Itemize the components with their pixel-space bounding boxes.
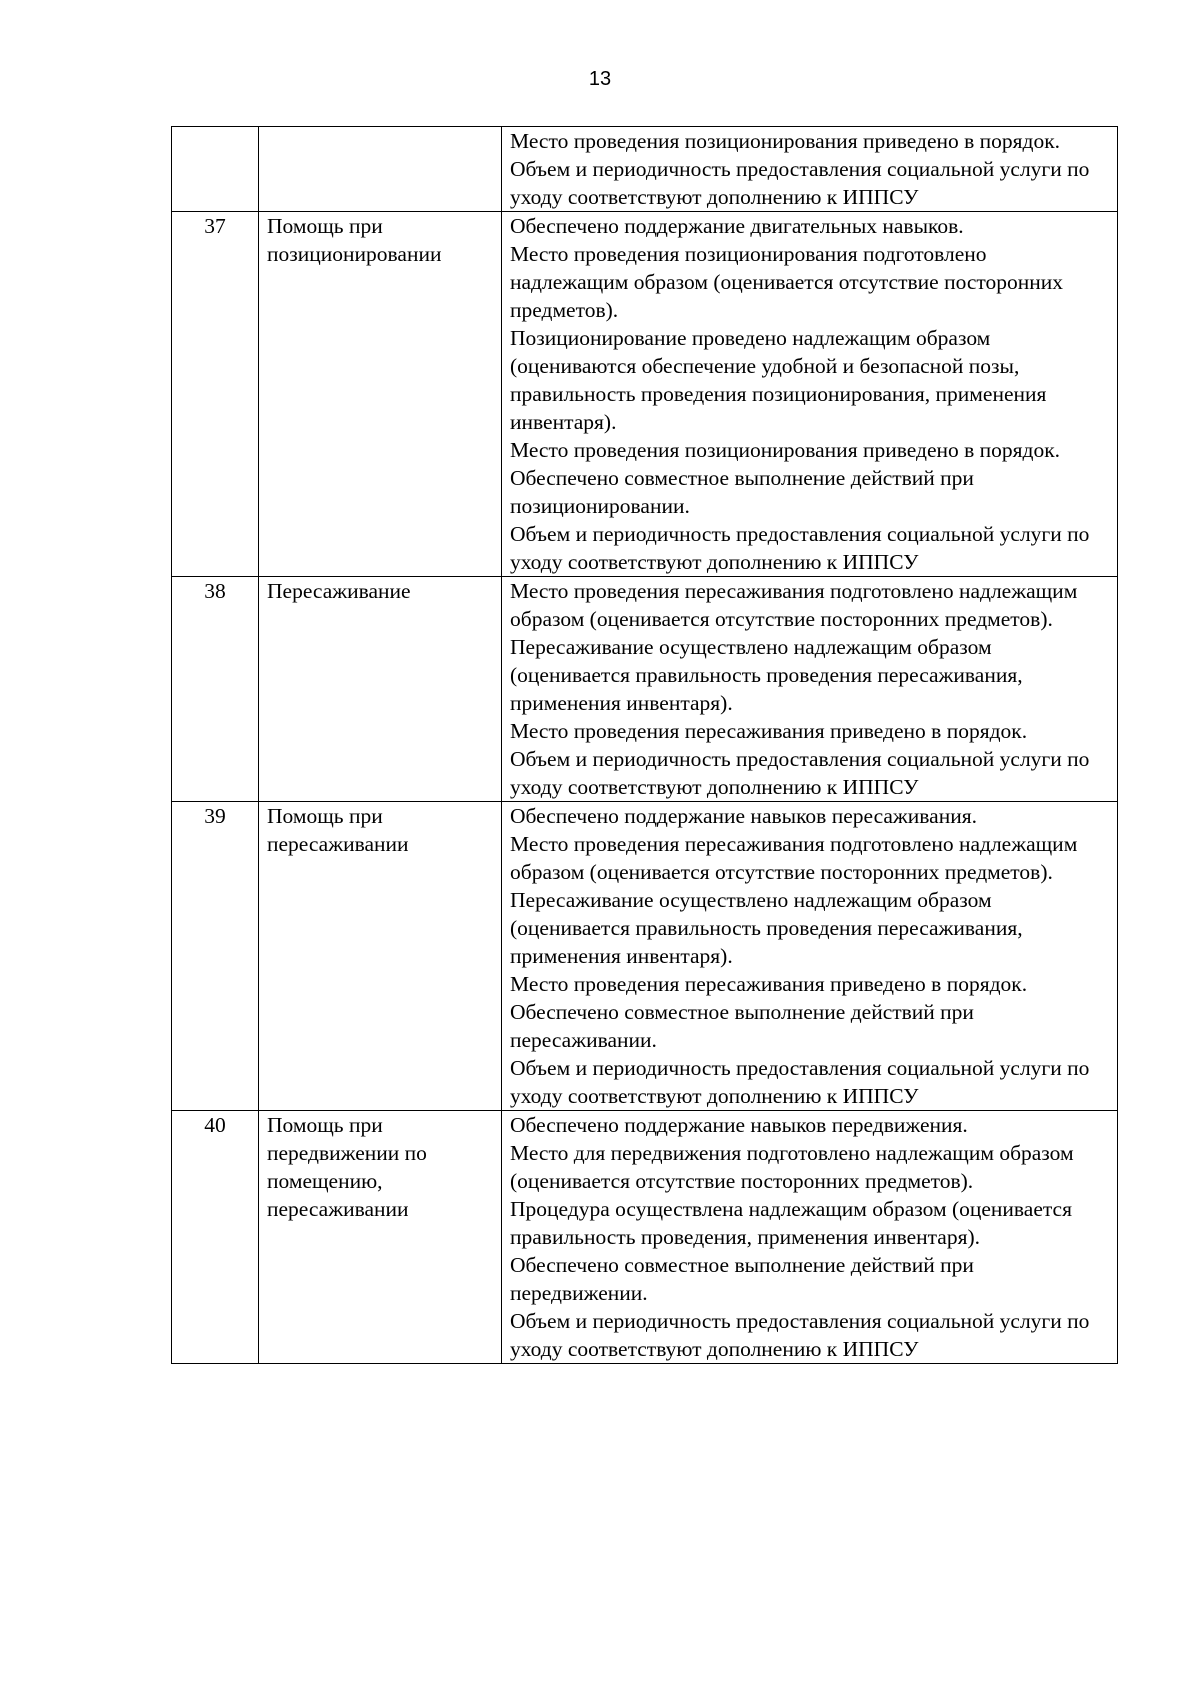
criterion-line: Место проведения пересаживания приведено в порядок. [510, 719, 1028, 743]
criterion-line: Обеспечено поддержание навыков передвижения. [510, 1113, 968, 1137]
criterion-line: Объем и периодичность предоставления социальной услуги по уходу соответствуют дополнению к ИППСУ [510, 1056, 1090, 1108]
criterion-line: Объем и периодичность предоставления социальной услуги по уходу соответствуют дополнению к ИППСУ [510, 522, 1090, 574]
criterion-line: Место проведения пересаживания подготовлено надлежащим образом (оценивается отсутствие посторонних предметов). [510, 579, 1078, 631]
criterion-line: Обеспечено совместное выполнение действий при позиционировании. [510, 466, 974, 518]
service-name [259, 127, 502, 212]
row-number: 38 [172, 577, 259, 802]
row-number: 39 [172, 802, 259, 1111]
criterion-line: Процедура осуществлена надлежащим образом (оценивается правильность проведения, применения инвентаря). [510, 1197, 1072, 1249]
table-row [172, 1111, 1118, 1364]
criterion-line: Пересаживание осуществлено надлежащим образом (оценивается правильность проведения пересаживания, применения инвентаря). [510, 635, 1023, 715]
criterion-line: Позиционирование проведено надлежащим образом (оцениваются обеспечение удобной и безопасной позы, правильность проведения позиционирования, применения инвентаря). [510, 326, 1047, 434]
criterion-line: Место проведения пересаживания приведено в порядок. [510, 972, 1028, 996]
service-name: Помощь при позиционировании [259, 212, 502, 577]
criterion-line: Обеспечено совместное выполнение действий при передвижении. [510, 1253, 974, 1305]
row-number: 37 [172, 212, 259, 577]
criterion-line: Место проведения позиционирования приведено в порядок. [510, 438, 1061, 462]
quality-criteria [502, 1111, 1118, 1364]
table-row [172, 577, 1118, 802]
criteria-table [171, 126, 1118, 1364]
table-row [172, 212, 1118, 577]
criterion-line: Обеспечено совместное выполнение действий при пересаживании. [510, 1000, 974, 1052]
quality-criteria [502, 212, 1118, 577]
quality-criteria [502, 127, 1118, 212]
row-number [172, 127, 259, 212]
criterion-line: Место для передвижения подготовлено надлежащим образом (оценивается отсутствие посторонних предметов). [510, 1141, 1074, 1193]
page-number: 13 [588, 68, 612, 90]
criterion-line: Место проведения пересаживания подготовлено надлежащим образом (оценивается отсутствие посторонних предметов). [510, 832, 1078, 884]
service-name: Пересаживание [259, 577, 502, 802]
criterion-line: Пересаживание осуществлено надлежащим образом (оценивается правильность проведения пересаживания, применения инвентаря). [510, 888, 1023, 968]
quality-criteria [502, 577, 1118, 802]
criterion-line: Обеспечено поддержание навыков пересаживания. [510, 804, 977, 828]
criterion-line: Объем и периодичность предоставления социальной услуги по уходу соответствуют дополнению к ИППСУ [510, 747, 1090, 799]
table-row [172, 802, 1118, 1111]
service-name: Помощь при пересаживании [259, 802, 502, 1111]
table-row [172, 127, 1118, 212]
criterion-line: Обеспечено поддержание двигательных навыков. [510, 214, 964, 238]
quality-criteria [502, 802, 1118, 1111]
criteria-table-body [172, 127, 1118, 1364]
criterion-line: Объем и периодичность предоставления социальной услуги по уходу соответствуют дополнению к ИППСУ [510, 157, 1090, 209]
criterion-line: Место проведения позиционирования подготовлено надлежащим образом (оценивается отсутствие посторонних предметов). [510, 242, 1064, 322]
service-name: Помощь при передвижении по помещению, пересаживании [259, 1111, 502, 1364]
criterion-line: Место проведения позиционирования приведено в порядок. [510, 129, 1061, 153]
row-number: 40 [172, 1111, 259, 1364]
criterion-line: Объем и периодичность предоставления социальной услуги по уходу соответствуют дополнению к ИППСУ [510, 1309, 1090, 1361]
